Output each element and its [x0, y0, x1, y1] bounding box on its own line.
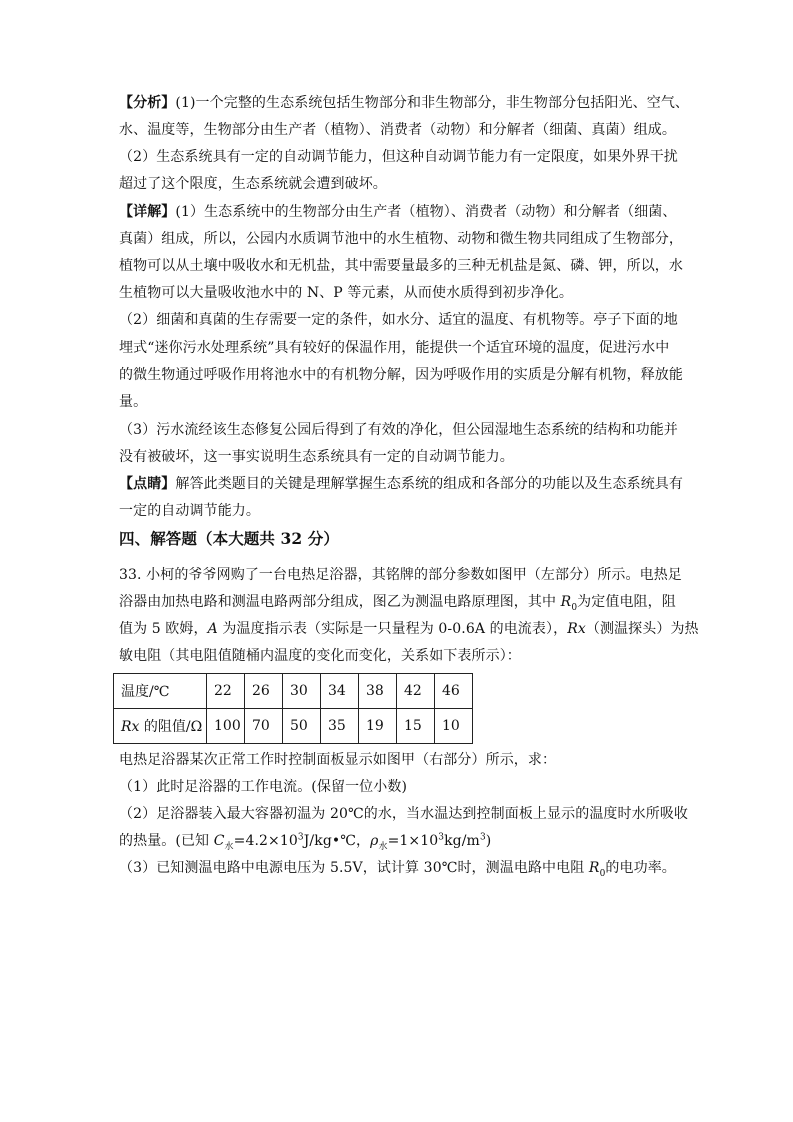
table-cell: 50 [283, 709, 321, 744]
sub-question-1: （1）此时足浴器的工作电流。(保留一位小数) [119, 779, 408, 795]
temperature-resistance-table [113, 673, 473, 744]
detail-line-4: 生植物可以大量吸收池水中的 N、P 等元素，从而使水质得到初步净化。 [119, 285, 573, 301]
table-cell: 70 [245, 709, 283, 744]
table-row-temperature [114, 674, 473, 709]
table-cell: 46 [435, 674, 473, 709]
table-cell: 34 [321, 674, 359, 709]
detail-line-7: 的微生物通过呼吸作用将池水中的有机物分解，因为呼吸作用的实质是分解有机物，释放能 [119, 367, 683, 383]
detail-tag: 【详解】 [119, 204, 176, 220]
analysis-line-2: 水、温度等，生物部分由生产者（植物）、消费者（动物）和分解者（细菌、真菌）组成。 [119, 122, 676, 138]
detail-line-3: 植物可以从土壤中吸收水和无机盐，其中需要量最多的三种无机盐是氮、磷、钾，所以，水 [119, 258, 683, 274]
table-cell: 22 [207, 674, 245, 709]
detail-line-2: 真菌）组成，所以，公园内水质调节池中的水生植物、动物和微生物共同组成了生物部分， [119, 231, 683, 247]
detail-line-1: 【详解】(1）生态系统中的生物部分由生产者（植物）、消费者（动物）和分解者（细菌、 [119, 204, 677, 220]
comment-line-2: 一定的自动调节能力。 [119, 503, 260, 519]
comment-line-1: 【点睛】解答此类题目的关键是理解掌握生态系统的组成和各部分的功能以及生态系统具有 [119, 476, 684, 492]
after-table-text: 电热足浴器某次正常工作时控制面板显示如图甲（右部分）所示，求： [119, 752, 557, 768]
table-cell: 26 [245, 674, 283, 709]
q33-line-2: 浴器由加热电路和测温电路两部分组成，图乙为测温电路原理图，其中 $R_0$为定值电阻，阻 [119, 594, 676, 613]
detail-line-10: 没有被破坏，这一事实说明生态系统具有一定的自动调节能力。 [119, 449, 514, 465]
table-cell: 19 [359, 709, 397, 744]
detail-line-5: （2）细菌和真菌的生存需要一定的条件，如水分、适宜的温度、有机物等。亭子下面的地 [119, 312, 678, 328]
detail-line-8: 量。 [119, 394, 148, 410]
section-title: 四、解答题（本大题共 32 分） [119, 529, 339, 548]
table-header-resistance: Rx 的阻值/Ω [114, 709, 207, 744]
table-header-temperature: 温度/℃ [114, 674, 207, 709]
sub-question-3: （3）已知测温电路中电源电压为 5.5V，试计算 30℃时，测温电路中电阻 $R_0$的电功率。 [119, 860, 676, 879]
analysis-line-1: 【分析】(1)一个完整的生态系统包括生物部分和非生物部分，非生物部分包括阳光、空气、 [119, 95, 690, 111]
table-cell: 15 [397, 709, 435, 744]
analysis-line-4: 超过了这个限度，生态系统就会遭到破坏。 [119, 176, 387, 192]
table-cell: 42 [397, 674, 435, 709]
table-row-resistance [114, 709, 473, 744]
analysis-tag: 【分析】 [119, 95, 176, 111]
detail-line-9: （3）污水流经该生态修复公园后得到了有效的净化，但公园湿地生态系统的结构和功能并 [119, 422, 678, 438]
q33-line-4: 敏电阻（其电阻值随桶内温度的变化而变化，关系如下表所示）： [119, 648, 521, 664]
q33-line-3: 值为 5 欧姆，A 为温度指示表（实际是一只量程为 0-0.6A 的电流表），Rx（测温探头）为热 [119, 621, 699, 637]
analysis-line-3: （2）生态系统具有一定的自动调节能力，但这种自动调节能力有一定限度，如果外界干扰 [119, 149, 678, 165]
table-cell: 38 [359, 674, 397, 709]
sub-question-2b: 的热量。(已知 $C_水=4.2\times 10^3J/kg•℃$，$\rho_水=1\times 10^3kg/m^3$) [119, 832, 492, 852]
table-cell: 100 [207, 709, 245, 744]
comment-tag: 【点睛】 [119, 476, 176, 492]
table-cell: 35 [321, 709, 359, 744]
q33-line-1: 33. 小柯的爷爷网购了一台电热足浴器，其铭牌的部分参数如图甲（左部分）所示。电热足 [119, 567, 682, 583]
detail-line-6: 埋式“迷你污水处理系统”具有较好的保温作用，能提供一个适宜环境的温度，促进污水中 [119, 340, 670, 356]
sub-question-2a: （2）足浴器装入最大容器初温为 20℃的水，当水温达到控制面板上显示的温度时水所吸收 [119, 806, 689, 822]
table-cell: 10 [435, 709, 473, 744]
table-cell: 30 [283, 674, 321, 709]
